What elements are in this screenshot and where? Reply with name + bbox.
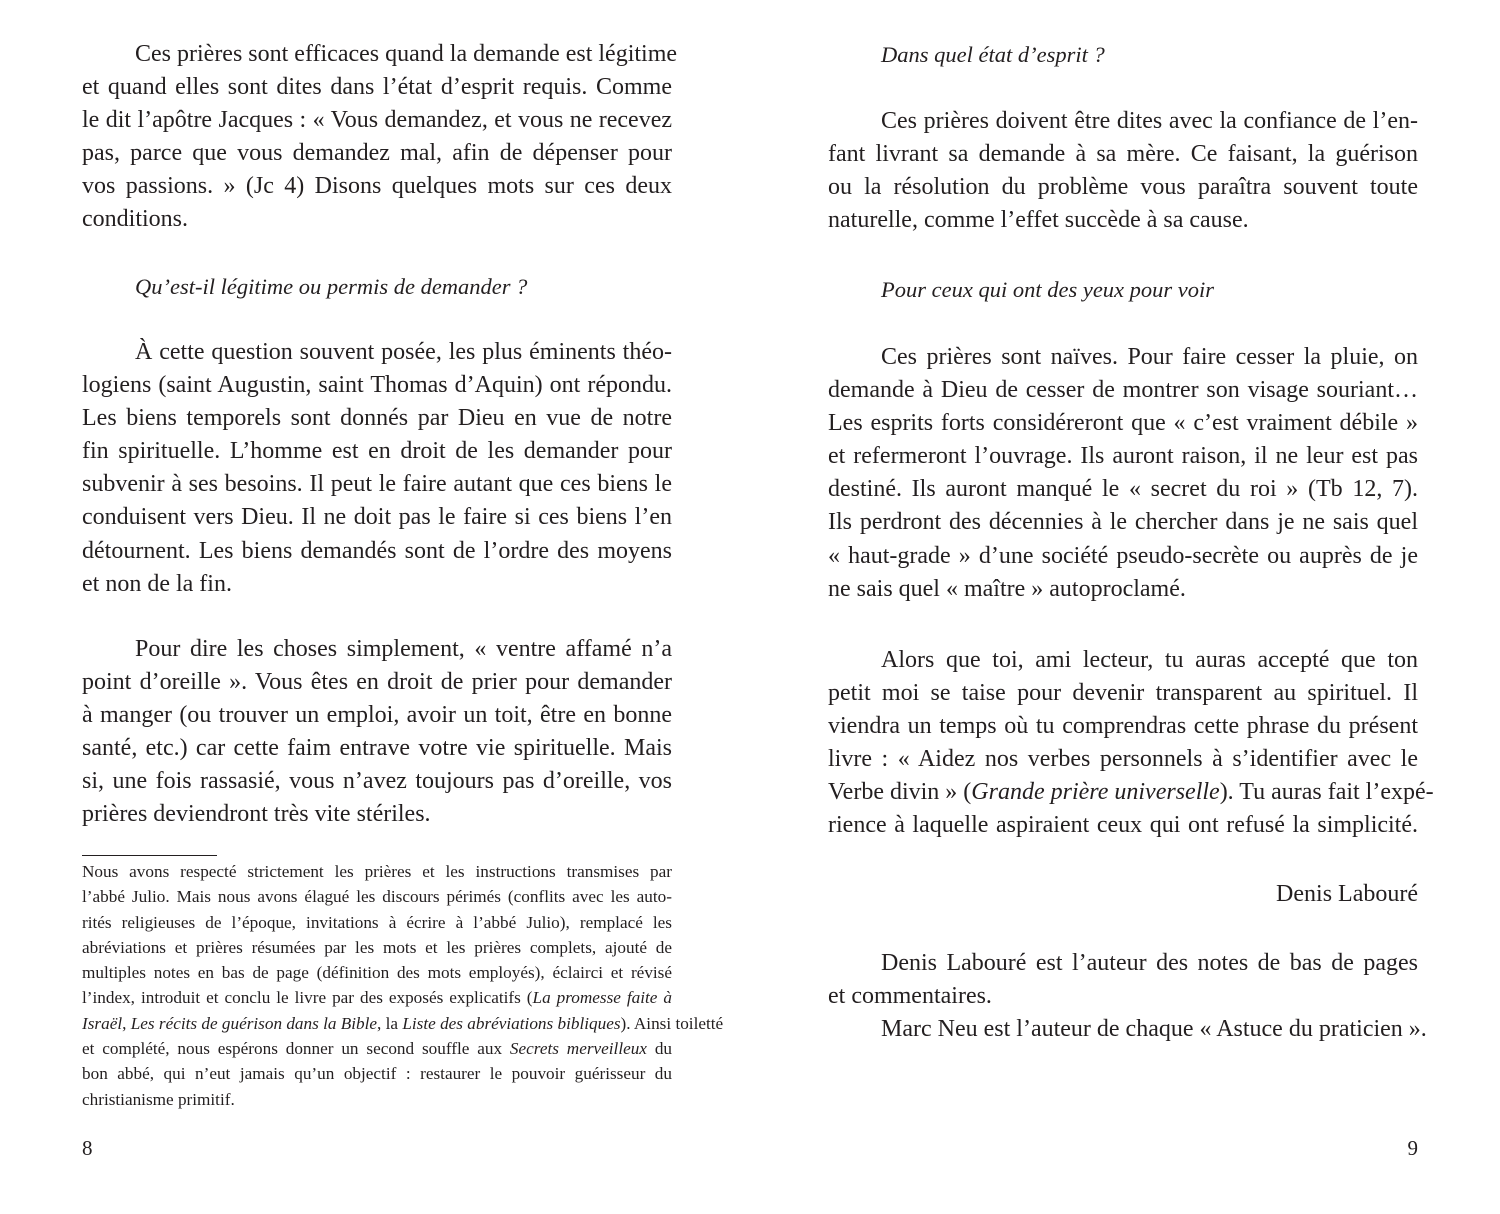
text-line: et quand elles sont dites dans l’état d’esprit requis. Comme bbox=[82, 74, 672, 101]
page-number-left: 8 bbox=[82, 1136, 93, 1160]
text-line: petit moi se taise pour devenir transparent au spirituel. Il bbox=[828, 680, 1418, 707]
footnote-title-italic: Israël bbox=[82, 1013, 123, 1033]
text-segment: Verbe divin » ( bbox=[828, 779, 972, 806]
footnote-text: l’index, introduit et conclu le livre par des exposés explicatifs ( bbox=[82, 988, 533, 1008]
text-line: et refermeront l’ouvrage. Ils auront raison, il ne leur est pas bbox=[828, 443, 1418, 470]
paragraph-naive bbox=[828, 341, 1418, 606]
text-line: fin spirituelle. L’homme est en droit de les demander pour bbox=[82, 438, 672, 465]
text-line: viendra un temps où tu comprendras cette phrase du présent bbox=[828, 713, 1418, 740]
signature: Denis Labouré bbox=[1276, 881, 1418, 907]
text-line: destiné. Ils auront manqué le « secret du roi » (Tb 12, 7). bbox=[828, 476, 1418, 503]
footnote-text: , bbox=[122, 1013, 131, 1033]
text-line: subvenir à ses besoins. Il peut le faire autant que ces biens le bbox=[82, 471, 672, 498]
text-line: point d’oreille ». Vous êtes en droit de prier pour demander bbox=[82, 669, 672, 696]
footnote-text: ). Ainsi toiletté bbox=[620, 1013, 724, 1033]
credits bbox=[828, 947, 1427, 1046]
footnote-line: rités religieuses de l’époque, invitations à écrire à l’abbé Julio), remplacé les bbox=[82, 912, 672, 932]
text-line: pas, parce que vous demandez mal, afin de dépenser pour bbox=[82, 140, 672, 167]
page-number-right: 9 bbox=[1407, 1136, 1418, 1160]
footnote-title-italic: La promesse faite à bbox=[532, 988, 672, 1008]
footnote bbox=[82, 859, 724, 1112]
text-line: Ces prières sont efficaces quand la demande est légitime bbox=[135, 41, 678, 67]
footnote-title-italic: Les récits de guérison dans la Bible bbox=[130, 1013, 378, 1033]
paragraph-intro bbox=[82, 38, 678, 237]
text-line: détournent. Les biens demandés sont de l’ordre des moyens bbox=[82, 537, 672, 564]
text-segment: ). Tu auras fait l’expé- bbox=[1219, 779, 1434, 806]
paragraph-legitimate bbox=[82, 336, 672, 601]
paragraph-reader bbox=[828, 644, 1434, 843]
footnote-title-italic: Liste des abréviations bibliques bbox=[402, 1013, 621, 1033]
book-title-italic: Grande prière universelle bbox=[971, 779, 1220, 806]
text-line: Ces prières doivent être dites avec la confiance de l’en- bbox=[881, 108, 1418, 134]
text-line bbox=[828, 776, 1434, 809]
text-line: À cette question souvent posée, les plus éminents théo- bbox=[135, 339, 672, 365]
text-line: Ces prières sont naïves. Pour faire cesser la pluie, on bbox=[881, 344, 1418, 370]
paragraph-simply bbox=[82, 633, 672, 832]
footnote-text: et complété, nous espérons donner un second souffle aux bbox=[82, 1039, 510, 1059]
text-line: rience à laquelle aspiraient ceux qui ont refusé la simplicité. bbox=[828, 812, 1418, 839]
text-line: et non de la fin. bbox=[82, 570, 232, 597]
section-heading-legitimate: Qu’est-il légitime ou permis de demander ? bbox=[135, 274, 528, 299]
text-line: naturelle, comme l’effet succède à sa cause. bbox=[828, 207, 1249, 234]
text-line: fant livrant sa demande à sa mère. Ce faisant, la guérison bbox=[828, 141, 1418, 168]
text-line: à manger (ou trouver un emploi, avoir un toit, être en bonne bbox=[82, 702, 672, 729]
text-line: prières deviendront très vite stériles. bbox=[82, 801, 431, 828]
paragraph-confidence bbox=[828, 105, 1418, 237]
text-line: santé, etc.) car cette faim entrave votre vie spirituelle. Mais bbox=[82, 735, 672, 762]
text-line: et commentaires. bbox=[828, 983, 992, 1010]
text-line: ne sais quel « maître » autoproclamé. bbox=[828, 575, 1186, 602]
text-line: le dit l’apôtre Jacques : « Vous demandez, et vous ne recevez bbox=[82, 107, 672, 134]
footnote-text: du bbox=[646, 1039, 672, 1059]
text-line: demande à Dieu de cesser de montrer son visage souriant… bbox=[828, 377, 1418, 404]
footnote-line: abréviations et prières résumées par les mots et les prières complets, ajouté de bbox=[82, 937, 672, 957]
text-line: vos passions. » (Jc 4) Disons quelques mots sur ces deux bbox=[82, 173, 672, 200]
footnote-title-italic: Secrets merveilleux bbox=[509, 1039, 647, 1059]
section-heading-state-of-mind: Dans quel état d’esprit ? bbox=[881, 42, 1105, 67]
text-line: Marc Neu est l’auteur de chaque « Astuce du praticien ». bbox=[881, 1016, 1427, 1043]
footnote-separator bbox=[82, 855, 217, 856]
text-line: ou la résolution du problème vous paraîtra souvent toute bbox=[828, 174, 1418, 201]
text-line: livre : « Aidez nos verbes personnels à s’identifier avec le bbox=[828, 746, 1418, 773]
text-line: conditions. bbox=[82, 206, 188, 233]
text-line: Les biens temporels sont donnés par Dieu en vue de notre bbox=[82, 405, 672, 432]
footnote-line: l’abbé Julio. Mais nous avons élagué les discours périmés (conflits avec les auto- bbox=[82, 887, 672, 907]
footnote-line: christianisme primitif. bbox=[82, 1089, 235, 1109]
text-line: Ils perdront des décennies à le chercher dans je ne sais quel bbox=[828, 509, 1418, 536]
section-heading-eyes-to-see: Pour ceux qui ont des yeux pour voir bbox=[881, 277, 1215, 302]
footnote-line: Nous avons respecté strictement les prières et les instructions transmises par bbox=[82, 862, 672, 881]
footnote-line: bon abbé, qui n’eut jamais qu’un objectif : restaurer le pouvoir guérisseur du bbox=[82, 1064, 672, 1084]
footnote-line bbox=[82, 1011, 724, 1036]
text-line: Pour dire les choses simplement, « ventre affamé n’a bbox=[135, 636, 672, 662]
footnote-line bbox=[82, 985, 672, 1010]
text-line: « haut-grade » d’une société pseudo-secrète ou auprès de je bbox=[828, 542, 1418, 569]
footnote-text: , la bbox=[377, 1013, 403, 1033]
text-line: si, une fois rassasié, vous n’avez toujours pas d’oreille, vos bbox=[82, 768, 672, 795]
footnote-line: multiples notes en bas de page (définition des mots employés), éclairci et révisé bbox=[82, 963, 672, 983]
text-line: Les esprits forts considéreront que « c’est vraiment débile » bbox=[828, 410, 1418, 437]
signature-block bbox=[828, 878, 1418, 911]
text-line: Denis Labouré est l’auteur des notes de bas de pages bbox=[881, 950, 1418, 976]
text-line: logiens (saint Augustin, saint Thomas d’Aquin) ont répondu. bbox=[82, 372, 672, 399]
footnote-line bbox=[82, 1036, 672, 1061]
text-line: conduisent vers Dieu. Il ne doit pas le faire si ces biens l’en bbox=[82, 504, 672, 531]
text-line: Alors que toi, ami lecteur, tu auras accepté que ton bbox=[881, 647, 1418, 673]
